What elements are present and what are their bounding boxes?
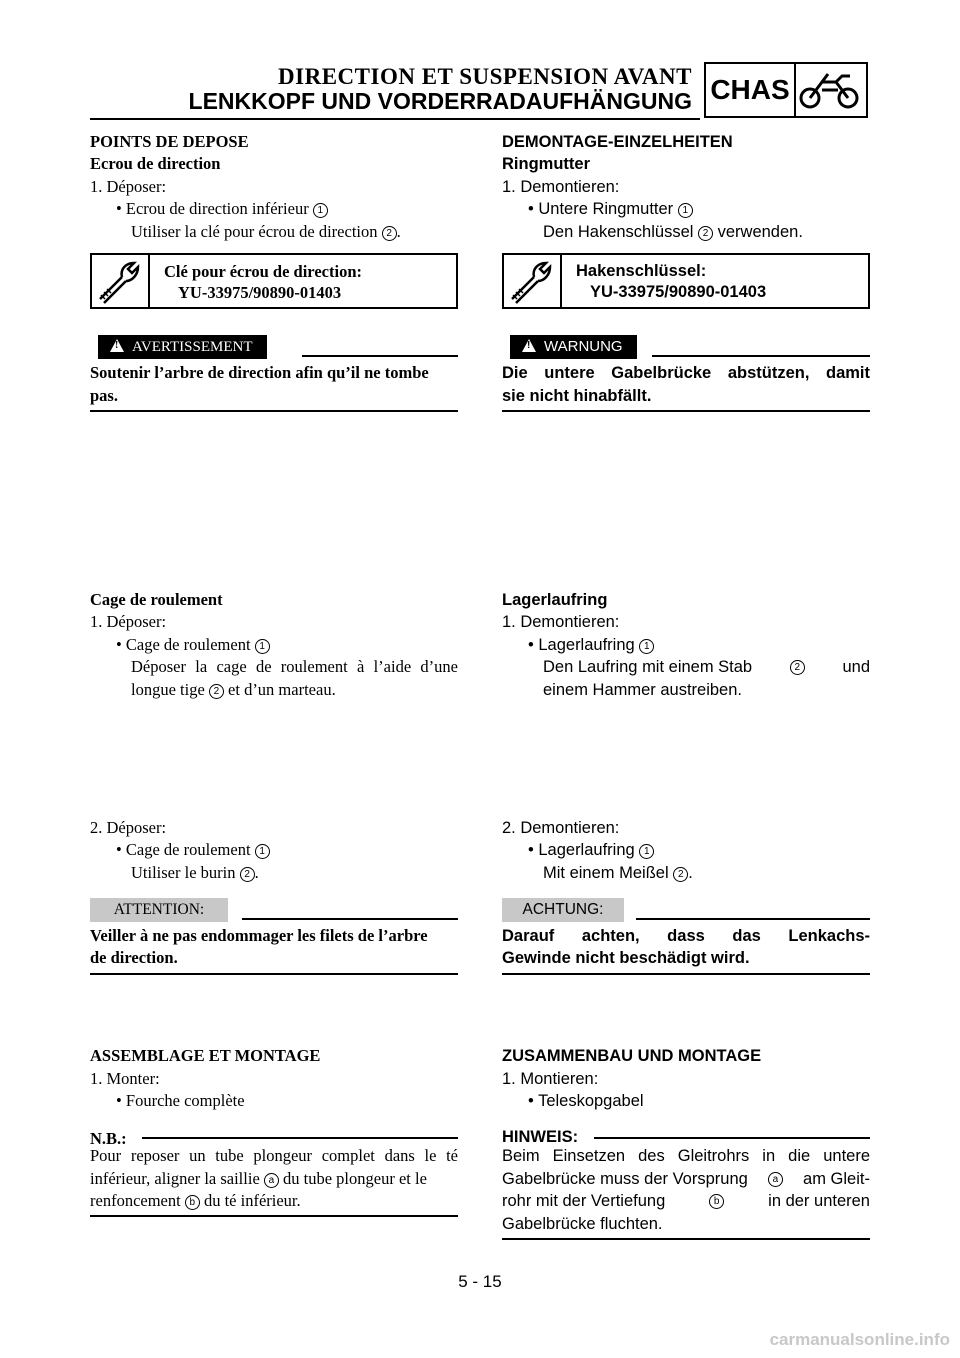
callout-number: 2 — [382, 226, 397, 241]
callout-number: 2 — [698, 226, 713, 241]
divider — [502, 973, 870, 975]
step: 1. Déposer: — [90, 177, 167, 196]
section-heading: DEMONTAGE-EINZELHEITEN — [502, 133, 733, 151]
bullet-item: • Teleskopgabel — [528, 1092, 644, 1110]
note-text-line: renfoncement b du té inférieur. — [90, 1191, 301, 1210]
page-number: 5 - 15 — [458, 1272, 502, 1291]
subheading: Ringmutter — [502, 155, 590, 173]
callout-number: 2 — [790, 660, 805, 675]
bullet-item: • Ecrou de direction inférieur 1 — [116, 198, 328, 220]
special-tool-box: Clé pour écrou de direction: YU-33975/90890-01403 — [90, 253, 458, 309]
note: longue tige 2 et d’un marteau. — [131, 680, 336, 699]
caution-text-line: Gewinde nicht beschädigt wird. — [502, 949, 750, 967]
warning-text-line: sie nicht hinabfällt. — [502, 387, 652, 405]
section-heading: POINTS DE DEPOSE — [90, 132, 249, 151]
bullet-item: • Lagerlaufring 1 — [528, 634, 654, 656]
note: Utiliser le burin 2 . — [131, 863, 259, 882]
wrench-icon — [504, 255, 562, 307]
callout-number: 2 — [209, 684, 224, 699]
callout-number: 2 — [673, 867, 688, 882]
divider — [636, 918, 870, 920]
callout-number: 2 — [240, 867, 255, 882]
step: 1. Demontieren: — [502, 178, 620, 196]
note-label: HINWEIS: — [502, 1128, 579, 1146]
section-heading: ZUSAMMENBAU UND MONTAGE — [502, 1047, 762, 1065]
callout-number: 1 — [639, 639, 654, 654]
bullet-item: • Untere Ringmutter 1 — [528, 198, 693, 220]
warning-text-line: Soutenir l’arbre de direction afin qu’il ne tombe — [90, 363, 429, 382]
callout-number: 1 — [313, 203, 328, 218]
note: einem Hammer austreiben. — [543, 681, 742, 699]
divider — [502, 410, 870, 412]
divider — [652, 355, 870, 357]
step: 1. Montieren: — [502, 1070, 599, 1088]
step: 1. Monter: — [90, 1069, 160, 1088]
bullet-item: • Fourche complète — [116, 1091, 245, 1110]
subheading: Ecrou de direction — [90, 154, 221, 173]
divider — [502, 1238, 870, 1240]
note: Utiliser la clé pour écrou de direction 2 . — [131, 222, 401, 241]
divider — [594, 1137, 870, 1139]
section-heading: ASSEMBLAGE ET MONTAGE — [90, 1046, 321, 1065]
note: Den Laufring mit einem Stab 2 und — [543, 658, 870, 676]
note-text-line: rohr mit der Vertiefung b in der unteren — [502, 1192, 870, 1210]
divider — [302, 355, 458, 357]
note-label: N.B.: — [90, 1129, 127, 1148]
watermark: carmanualsonline.info — [769, 1330, 950, 1349]
caution-text-line: Veiller à ne pas endommager les filets de l’arbre — [90, 926, 428, 945]
step: 2. Demontieren: — [502, 819, 620, 837]
header-title-fr: DIRECTION ET SUSPENSION AVANT — [278, 64, 692, 89]
callout-letter: b — [185, 1195, 200, 1210]
caution-badge: ACHTUNG: — [502, 898, 624, 922]
divider — [142, 1137, 458, 1139]
divider — [242, 918, 458, 920]
bullet-item: • Cage de roulement 1 — [116, 839, 270, 861]
callout-number: 1 — [255, 844, 270, 859]
warning-icon — [522, 339, 536, 352]
callout-letter: b — [709, 1194, 724, 1209]
note-text-line: Pour reposer un tube plongeur complet dans le té — [90, 1146, 458, 1165]
divider — [90, 410, 458, 412]
column-german — [502, 0, 870, 1358]
bullet-item: • Lagerlaufring 1 — [528, 839, 654, 861]
note: Den Hakenschlüssel 2 verwenden. — [543, 223, 803, 241]
note-text-line: inférieur, aligner la saillie a du tube plongeur et le — [90, 1169, 427, 1188]
callout-number: 1 — [639, 844, 654, 859]
step: 1. Déposer: — [90, 612, 167, 631]
note: Mit einem Meißel 2 . — [543, 864, 693, 882]
note-text-line: Gabelbrücke fluchten. — [502, 1215, 663, 1233]
caution-text-line: de direction. — [90, 948, 178, 967]
callout-number: 1 — [678, 203, 693, 218]
caution-text-line: Darauf achten, dass das Lenkachs- — [502, 927, 870, 945]
caution-badge: ATTENTION: — [90, 898, 228, 922]
special-tool-box: Hakenschlüssel: YU-33975/90890-01403 — [502, 253, 870, 309]
note-text-line: Beim Einsetzen des Gleitrohrs in die untere — [502, 1147, 870, 1165]
warning-text-line: pas. — [90, 386, 118, 405]
step: 1. Demontieren: — [502, 613, 620, 631]
column-french — [90, 0, 458, 1358]
note-text-line: Gabelbrücke muss der Vorsprung a am Gleit- — [502, 1170, 870, 1188]
section-code: CHAS — [706, 64, 796, 116]
warning-badge: !WARNUNG — [510, 335, 637, 359]
header-title-de: LENKKOPF UND VORDERRADAUFHÄNGUNG — [188, 88, 692, 114]
wrench-icon — [92, 255, 150, 307]
callout-number: 1 — [255, 639, 270, 654]
warning-icon — [110, 339, 124, 352]
callout-letter: a — [768, 1172, 783, 1187]
callout-letter: a — [264, 1173, 279, 1188]
divider — [90, 1215, 458, 1217]
warning-badge: !AVERTISSEMENT — [98, 335, 267, 359]
subheading: Lagerlaufring — [502, 591, 608, 609]
bullet-item: • Cage de roulement 1 — [116, 634, 270, 656]
warning-text-line: Die untere Gabelbrücke abstützen, damit — [502, 364, 870, 382]
note: Déposer la cage de roulement à l’aide d’une — [131, 657, 458, 676]
divider — [90, 973, 458, 975]
subheading: Cage de roulement — [90, 590, 223, 609]
step: 2. Déposer: — [90, 818, 167, 837]
